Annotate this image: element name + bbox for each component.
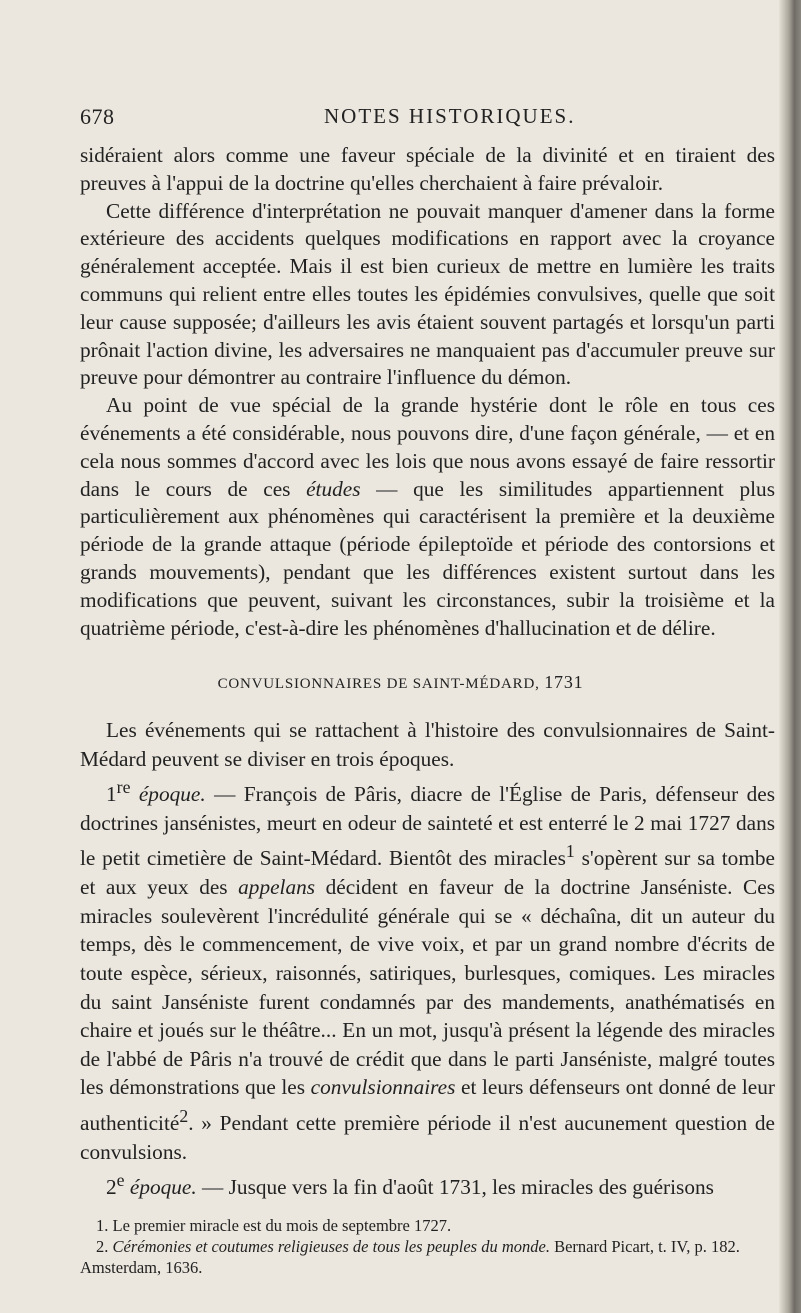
paragraph-6: 2e époque. — Jusque vers la fin d'août 1731, les miracles des guérisons [106,1170,714,1200]
running-head: NOTES HISTORIQUES. [324,104,576,128]
body-text-part2 [80,716,775,1202]
body-text-part1 [80,142,775,642]
paragraph-4: Les événements qui se rattachent à l'histoire des convulsionnaires de Saint-Médard peuvent se diviser en trois époques. [80,718,775,771]
paragraph-2: Cette différence d'interprétation ne pouvait manquer d'amener dans la forme extérieure des accidents quelques modifications en rapport avec la croyance généralement acceptée. Mais il est bien curieux de mettre en lumière les traits communs qui relient entre elles toutes les épidémies convulsives, quelle que soit leur cause supposée; d'ailleurs les avis étaient souvent partagés et lorsqu'un parti prônait l'action divine, les adversaires ne manquaient pas d'accumuler preuve sur preuve pour démontrer au contraire l'influence du démon. [80,198,775,390]
section-year: 1731 [544,672,584,692]
footnote-2: 2. Cérémonies et coutumes religieuses de tous les peuples du monde. Bernard Picart, t. IV, p. 182. Amsterdam, 1636. [80,1237,740,1277]
footnotes [80,1215,775,1278]
paragraph-5: 1re époque. — François de Pâris, diacre de l'Église de Paris, défenseur des doctrines jansénistes, meurt en odeur de sainteté et est enterré le 2 mai 1727 dans le petit cimetière de Saint-Médard. Bientôt des miracles$^1$ s'opèrent sur sa tombe et aux yeux des appelans décident en faveur de la doctrine Janséniste. Ces miracles soulevèrent l'incrédulité générale qui se « déchaîna, dit un auteur du temps, dès le commencement, de vive voix, et par un grand nombre d'écrits de toute espèce, sérieux, raisonnés, satiriques, burlesques, comiques. Les miracles du saint Janséniste furent condamnés par des mandements, anathématisés en chaire et joués sur le théâtre... En un mot, jusqu'à présent la légende des miracles de l'abbé de Pâris n'a trouvé de crédit que dans le parti Janséniste, malgré toutes les démonstrations que les convulsionnaires et leurs défenseurs ont donné de leur authenticité$^2$. » Pendant cette première période il n'est aucunement question de convulsions. [80,777,776,1164]
page-edge-shadow [779,0,801,1313]
footnote-ref-1: 1 [565,841,575,862]
paragraph-1: sidéraient alors comme une faveur spéciale de la divinité et en tiraient des preuves à l'appui de la doctrine qu'elles cherchaient à faire prévaloir. [80,143,775,195]
section-title: CONVULSIONNAIRES DE SAINT-MÉDARD, [217,676,540,692]
page-header [0,104,801,132]
footnote-1: 1. Le premier miracle est du mois de septembre 1727. [96,1216,452,1235]
section-heading [0,672,801,693]
paragraph-3: Au point de vue spécial de la grande hystérie dont le rôle en tous ces événements a été considérable, nous pouvons dire, d'une façon générale, — et en cela nous sommes d'accord avec les lois que nous avons essayé de faire ressortir dans le cours de ces études — que les similitudes appartiennent plus particulièrement aux phénomènes qui caractérisent la première et la deuxième période de la grande attaque (période épileptoïde et période des contorsions et grands mouvements), pendant que les différences existent surtout dans les modifications que peuvent, suivant les circonstances, subir la troisième et la quatrième période, c'est-à-dire les phénomènes d'hallucination et de délire. [80,393,775,640]
page-number: 678 [80,104,115,129]
footnote-ref-2: 2 [179,1105,189,1126]
